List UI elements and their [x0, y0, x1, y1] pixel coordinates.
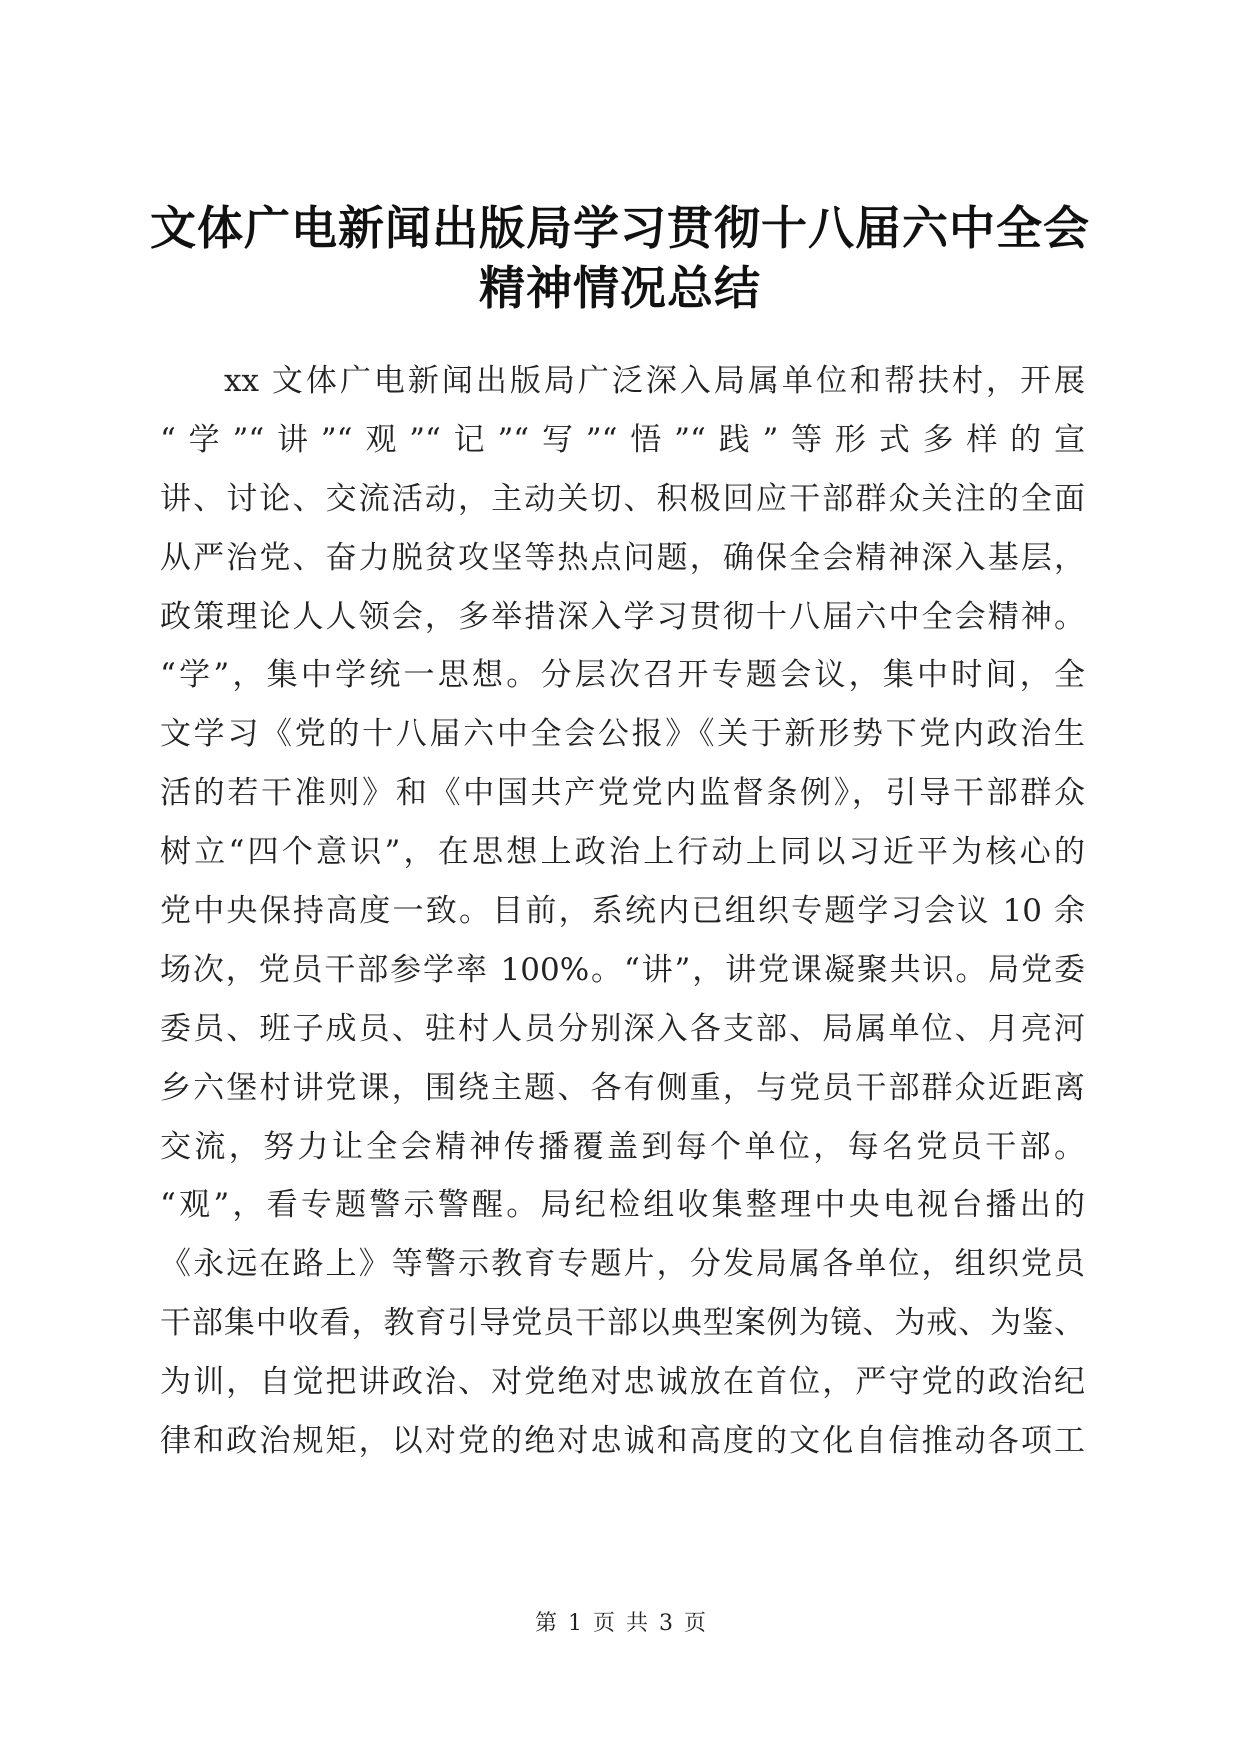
- body-line: 场次，党员干部参学率 100%。“讲”，讲党课凝聚共识。局党委: [160, 951, 1085, 988]
- body-text: [160, 352, 1085, 1471]
- body-line: 为训，自觉把讲政治、对党绝对忠诚放在首位，严守党的政治纪: [160, 1364, 1085, 1401]
- body-line: 交流，努力让全会精神传播覆盖到每个单位，每名党员干部。: [160, 1128, 1085, 1165]
- title-line-2: 精神情况总结: [479, 261, 761, 315]
- body-line: 活的若干准则》和《中国共产党党内监督条例》，引导干部群众: [160, 775, 1085, 812]
- body-line: 乡六堡村讲党课，围绕主题、各有侧重，与党员干部群众近距离: [160, 1069, 1085, 1106]
- document-title: [150, 198, 1090, 318]
- title-line-1: 文体广电新闻出版局学习贯彻十八届六中全会: [150, 201, 1090, 255]
- body-line: 干部集中收看，教育引导党员干部以典型案例为镜、为戒、为鉴、: [160, 1305, 1085, 1342]
- body-line: 政策理论人人领会，多举措深入学习贯彻十八届六中全会精神。: [160, 598, 1085, 635]
- body-line: 党中央保持高度一致。目前，系统内已组织专题学习会议 10 余: [160, 893, 1085, 930]
- body-line: 委员、班子成员、驻村人员分别深入各支部、局属单位、月亮河: [160, 1010, 1085, 1047]
- body-line: “学”“讲”“观”“记”“写”“悟”“践”等形式多样的宣: [160, 421, 1085, 458]
- body-line: 律和政治规矩，以对党的绝对忠诚和高度的文化自信推动各项工: [160, 1423, 1085, 1460]
- body-line: xx 文体广电新闻出版局广泛深入局属单位和帮扶村，开展: [224, 363, 1085, 399]
- page-footer: 第 1 页 共 3 页: [535, 1611, 706, 1636]
- body-line: 树立“四个意识”，在思想上政治上行动上同以习近平为核心的: [160, 834, 1085, 871]
- body-line: 从严治党、奋力脱贫攻坚等热点问题，确保全会精神深入基层，: [160, 539, 1085, 576]
- body-line: “观”，看专题警示警醒。局纪检组收集整理中央电视台播出的: [160, 1187, 1085, 1224]
- body-line: 《永远在路上》等警示教育专题片，分发局属各单位，组织党员: [160, 1246, 1085, 1283]
- body-line: 讲、讨论、交流活动，主动关切、积极回应干部群众关注的全面: [160, 480, 1085, 517]
- body-line: 文学习《党的十八届六中全会公报》《关于新形势下党内政治生: [160, 716, 1085, 753]
- body-line: “学”，集中学统一思想。分层次召开专题会议，集中时间，全: [160, 657, 1085, 694]
